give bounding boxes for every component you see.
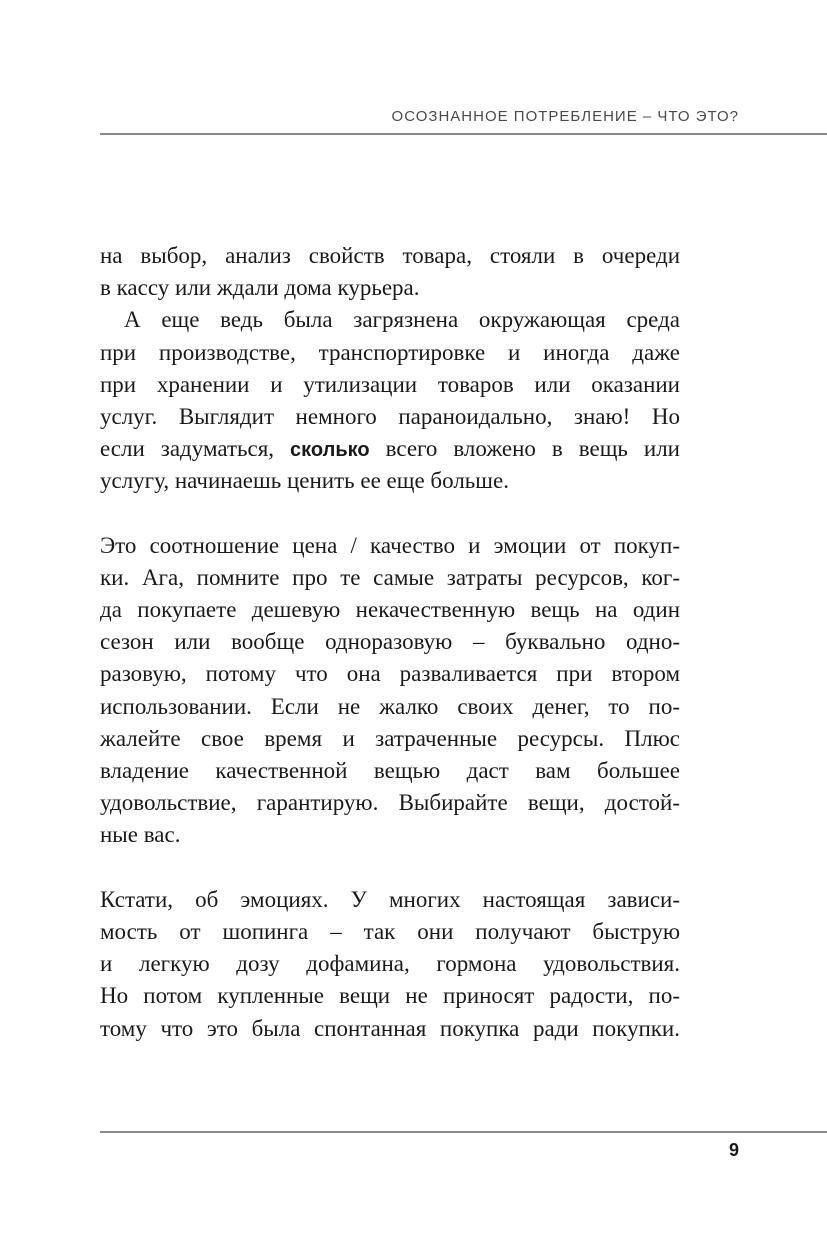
text-line: услугу, начинаешь ценить ее еще больше. [100,468,509,494]
running-header: ОСОЗНАННОЕ ПОТРЕБЛЕНИЕ – ЧТО ЭТО? [391,108,739,125]
text-line: тому что это была спонтанная покупка ради покупки. [100,1015,680,1041]
text-line: да покупаете дешевую некачественную вещь на один [100,597,680,623]
footer-rule [100,1131,827,1133]
text-line: при производстве, транспортировке и иногда даже [100,339,680,365]
text-line: сезон или вообще одноразовую – буквально одно- [100,629,680,655]
text-line: и легкую дозу дофамина, гормона удовольствия. [100,951,680,977]
text-line: услуг. Выглядит немного параноидально, знаю! Но [100,403,680,429]
page-body [100,240,680,1045]
text-line: удовольствие, гарантирую. Выбирайте вещи, достой- [100,790,680,816]
paragraph-gap [100,852,680,884]
text-line: мость от шопинга – так они получают быструю [100,918,680,944]
text-line: разовую, потому что она разваливается при втором [100,661,680,687]
text-line: ные вас. [100,822,181,848]
text-line: Это соотношение цена / качество и эмоции от покуп- [100,532,680,558]
text-fragment: если задуматься, [100,436,291,462]
text-line: на выбор, анализ свойств товара, стояли в очереди [100,243,680,268]
text-line: при хранении и утилизации товаров или оказании [100,371,680,397]
text-fragment: всего вложено в вещь или [369,436,680,462]
page-number: 9 [728,1140,739,1160]
bold-emphasis: сколько [290,439,370,462]
text-line: Но потом купленные вещи не приносят радости, по- [100,983,680,1009]
header-rule [100,133,827,135]
text-line: в кассу или ждали дома курьера. [100,275,420,301]
paragraph-gap [100,498,680,530]
text-line: Кстати, об эмоциях. У многих настоящая зависи- [100,886,680,912]
text-line-with-emphasis [100,433,680,465]
text-line: жалейте свое время и затраченные ресурсы. Плюс [100,725,680,751]
text-line: использовании. Если не жалко своих денег, то по- [100,693,680,719]
text-line: владение качественной вещью даст вам большее [100,758,680,783]
text-line: ки. Ага, помните про те самые затраты ресурсов, ког- [100,564,680,590]
text-line: А еще ведь была загрязнена окружающая среда [124,307,680,333]
